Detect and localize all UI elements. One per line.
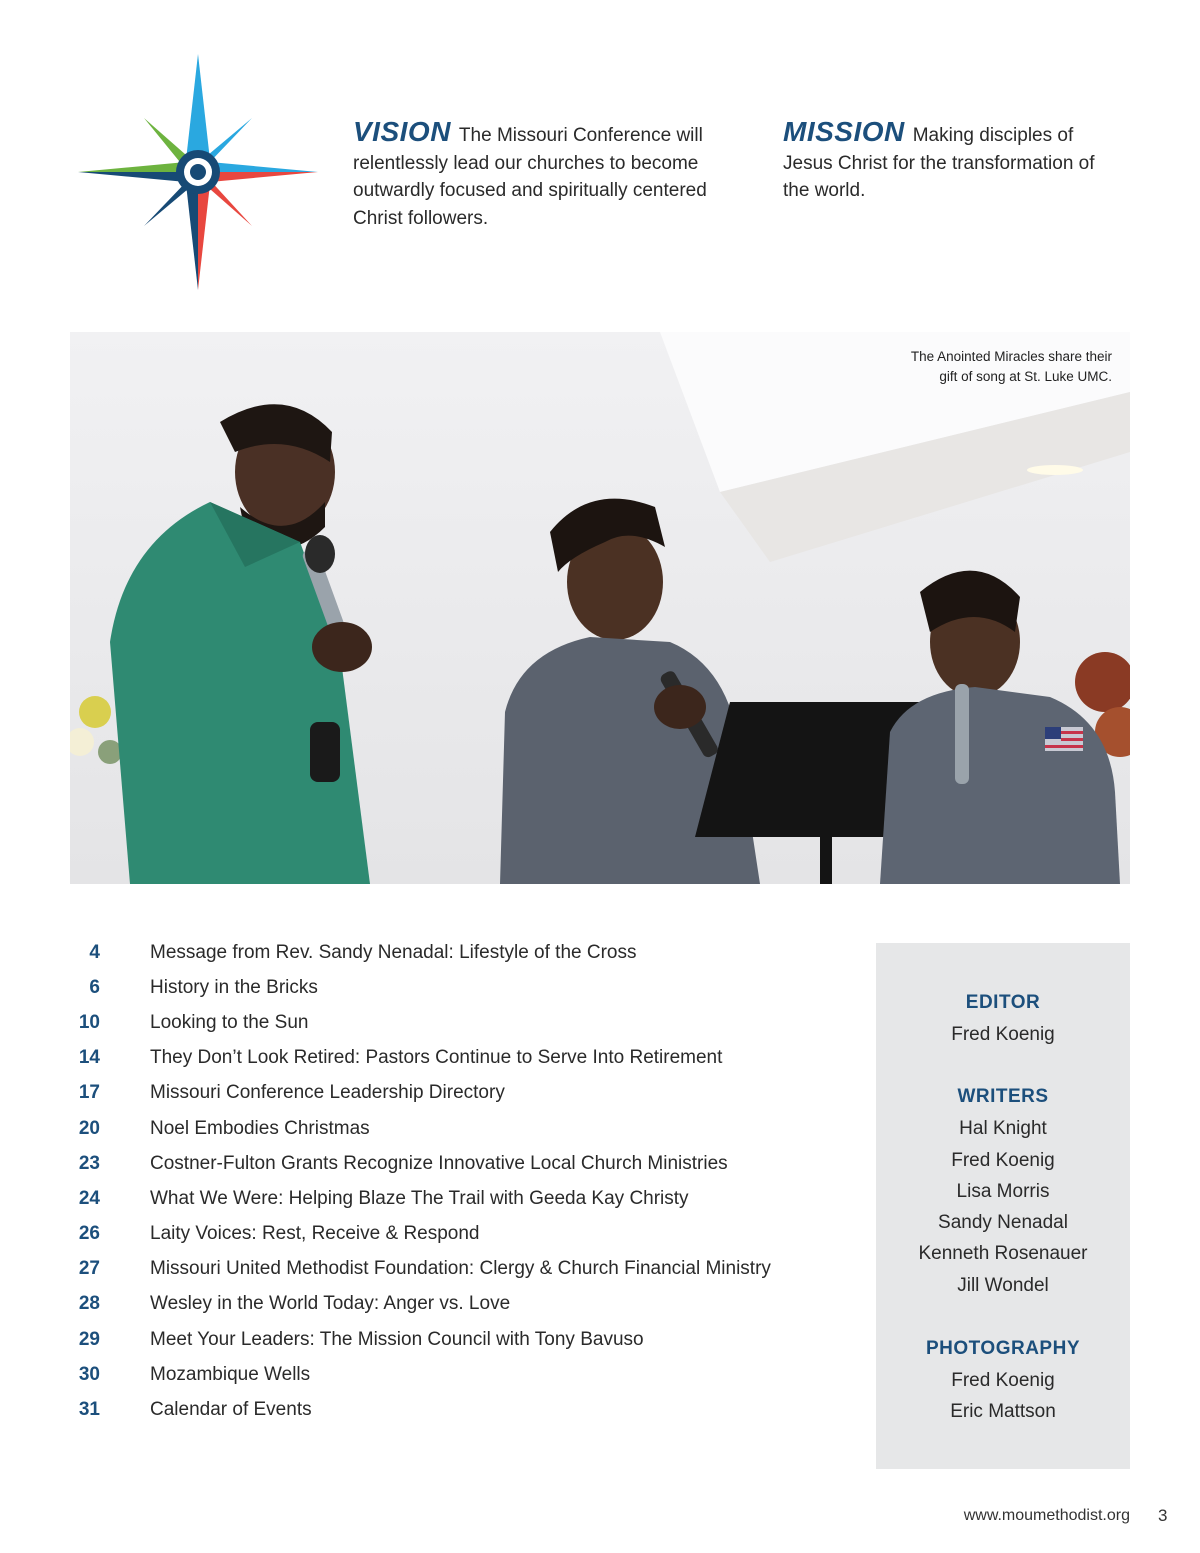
toc-page-number: 17	[78, 1082, 100, 1104]
toc-item[interactable]	[70, 1111, 850, 1146]
toc-item[interactable]	[70, 1181, 850, 1216]
vision-text: The Missouri Conference will relentlessly lead our churches to become outwardly focused and spiritually centered Christ followers.	[353, 125, 707, 229]
toc-item[interactable]	[70, 1076, 850, 1111]
toc-title: Wesley in the World Today: Anger vs. Love	[150, 1293, 511, 1315]
toc-item[interactable]	[70, 1252, 850, 1287]
writers-heading: WRITERS	[957, 1086, 1049, 1108]
toc-title: Costner-Fulton Grants Recognize Innovative Local Church Ministries	[150, 1152, 728, 1174]
toc-item[interactable]	[70, 935, 850, 970]
toc-title: Laity Voices: Rest, Receive & Respond	[150, 1223, 480, 1245]
vision-label: VISION	[353, 116, 451, 147]
photo-caption-line-1: The Anointed Miracles share their	[910, 349, 1112, 364]
toc-title: Missouri United Methodist Foundation: Clergy & Church Financial Ministry	[150, 1258, 771, 1280]
toc-page-number: 26	[78, 1223, 100, 1245]
toc-item[interactable]	[70, 1005, 850, 1040]
photographer-name: Fred Koenig	[951, 1370, 1055, 1392]
toc-page-number: 6	[89, 976, 100, 998]
table-of-contents	[70, 935, 850, 1428]
toc-page-number: 28	[78, 1293, 100, 1315]
toc-title: Noel Embodies Christmas	[150, 1117, 370, 1139]
toc-page-number: 24	[78, 1187, 100, 1209]
toc-title: Message from Rev. Sandy Nenadal: Lifestyle of the Cross	[150, 941, 637, 963]
toc-page-number: 30	[78, 1363, 100, 1385]
staff-credits-box	[876, 943, 1130, 1469]
toc-title: Meet Your Leaders: The Mission Council with Tony Bavuso	[150, 1328, 644, 1350]
toc-page-number: 27	[78, 1258, 100, 1280]
singers-photo-illustration	[70, 332, 1130, 884]
photo-caption	[911, 347, 1112, 387]
vision-statement	[353, 118, 733, 232]
toc-title: They Don’t Look Retired: Pastors Continue to Serve Into Retirement	[150, 1047, 723, 1069]
toc-item[interactable]	[70, 1041, 850, 1076]
editor-heading: EDITOR	[965, 992, 1041, 1013]
website-link[interactable]: www.moumethodist.org	[963, 1507, 1130, 1524]
toc-title: Missouri Conference Leadership Directory	[150, 1082, 505, 1104]
feature-photo	[70, 332, 1130, 884]
toc-item[interactable]	[70, 1392, 850, 1427]
toc-title: History in the Bricks	[150, 976, 318, 998]
toc-page-number: 10	[78, 1011, 100, 1033]
toc-page-number: 20	[78, 1117, 100, 1139]
toc-page-number: 31	[78, 1399, 100, 1421]
photography-heading: PHOTOGRAPHY	[925, 1338, 1080, 1360]
photographer-name: Eric Mattson	[950, 1401, 1056, 1423]
compass-logo-icon	[76, 52, 320, 292]
mission-statement	[783, 118, 1113, 205]
writer-name: Fred Koenig	[951, 1149, 1055, 1171]
toc-page-number: 4	[89, 941, 100, 963]
toc-title: Looking to the Sun	[150, 1011, 309, 1033]
toc-title: Calendar of Events	[150, 1399, 312, 1421]
toc-item[interactable]	[70, 1287, 850, 1322]
writer-name: Sandy Nenadal	[938, 1212, 1068, 1234]
toc-page-number: 29	[78, 1328, 100, 1350]
toc-page-number: 23	[78, 1152, 100, 1174]
toc-page-number: 14	[78, 1047, 100, 1069]
toc-item[interactable]	[70, 1357, 850, 1392]
toc-item[interactable]	[70, 970, 850, 1005]
page-number: 3	[1158, 1506, 1168, 1525]
writer-name: Jill Wondel	[957, 1274, 1049, 1296]
toc-title: Mozambique Wells	[150, 1363, 311, 1385]
mission-text: Making disciples of Jesus Christ for the transformation of the world.	[783, 125, 1095, 201]
editor-name: Fred Koenig	[951, 1024, 1055, 1045]
mission-label: MISSION	[783, 116, 905, 147]
toc-item[interactable]	[70, 1322, 850, 1357]
toc-item[interactable]	[70, 1146, 850, 1181]
writer-name: Lisa Morris	[956, 1180, 1050, 1202]
photo-caption-line-2: gift of song at St. Luke UMC.	[939, 369, 1112, 384]
toc-title: What We Were: Helping Blaze The Trail with Geeda Kay Christy	[150, 1187, 689, 1209]
writer-name: Hal Knight	[959, 1118, 1047, 1140]
writer-name: Kenneth Rosenauer	[918, 1243, 1088, 1265]
toc-item[interactable]	[70, 1217, 850, 1252]
